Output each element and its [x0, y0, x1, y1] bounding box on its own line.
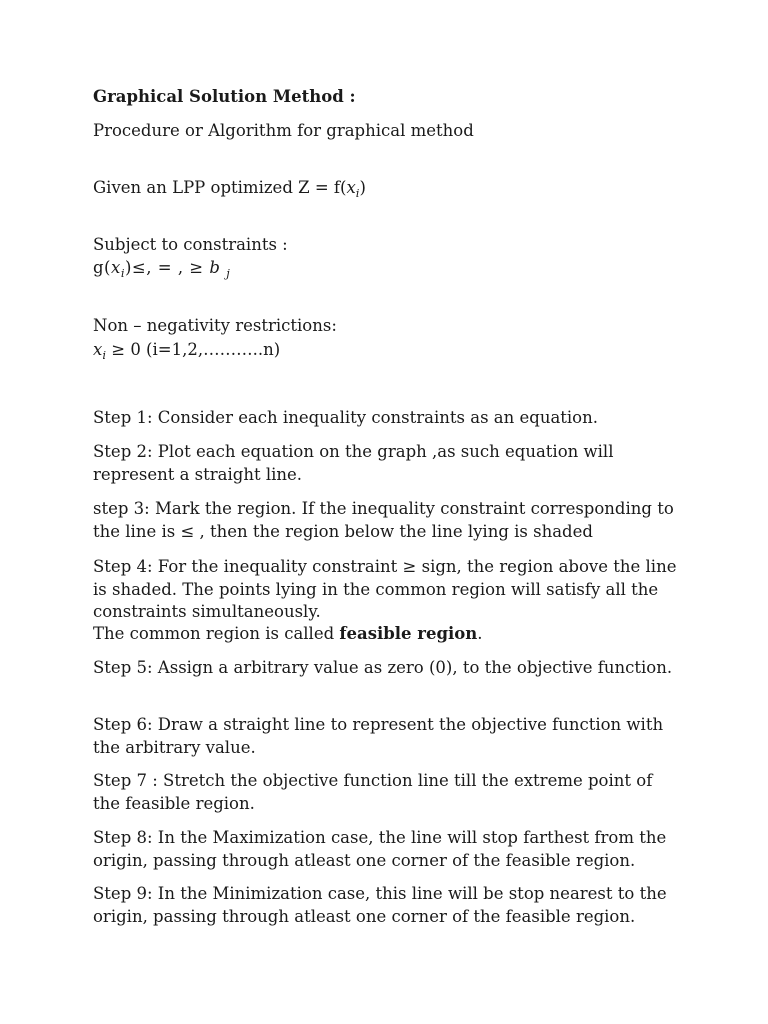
objective-prefix: Given an LPP optimized Z = f(: [93, 178, 347, 197]
page-title: Graphical Solution Method :: [93, 87, 356, 106]
step-5: Step 5: Assign a arbitrary value as zero (0), to the objective function.: [93, 658, 673, 677]
constraint-rhs-subscript: j: [226, 266, 231, 280]
objective-suffix: ): [359, 178, 366, 197]
feasible-note-suffix: .: [477, 624, 483, 643]
step-9: Step 9: In the Minimization case, this line will be stop nearest to the origin, passing through atleast one corner of the feasible region.: [93, 884, 667, 926]
constraints-heading: Subject to constraints :: [93, 235, 288, 254]
feasible-region-term: feasible region: [339, 624, 478, 643]
nonneg-variable: x: [93, 340, 103, 359]
constraint-rhs: b: [209, 258, 221, 277]
constraint-subscript: i: [120, 266, 125, 280]
nonneg-subscript: i: [102, 348, 106, 362]
subtitle: Procedure or Algorithm for graphical method: [93, 121, 474, 140]
step-7: Step 7 : Stretch the objective function line till the extreme point of the feasible region.: [93, 771, 653, 813]
step-8: Step 8: In the Maximization case, the line will stop farthest from the origin, passing through atleast one corner of the feasible region.: [93, 828, 667, 870]
step-3: step 3: Mark the region. If the inequality constraint corresponding to the line is ≤ , then the region below the line lying is shaded: [93, 499, 674, 541]
nonneg-text: ≥ 0 (i=1,2,………..n): [106, 340, 281, 359]
objective-statement: [93, 177, 678, 201]
constraints-expression: [93, 257, 678, 281]
constraint-prefix: g(: [93, 258, 111, 277]
constraint-variable: x: [111, 258, 121, 277]
step-4-note: [93, 623, 678, 646]
objective-variable: x: [346, 178, 356, 197]
step-1: Step 1: Consider each inequality constraints as an equation.: [93, 408, 598, 427]
step-6: Step 6: Draw a straight line to represent the objective function with the arbitrary value.: [93, 715, 664, 757]
constraint-operators: )≤, = , ≥: [125, 258, 210, 277]
nonnegativity-heading: Non – negativity restrictions:: [93, 316, 337, 335]
nonnegativity-expression: [93, 339, 678, 363]
step-2: Step 2: Plot each equation on the graph ,as such equation will represent a straight line.: [93, 442, 614, 484]
feasible-note-prefix: The common region is called: [93, 624, 340, 643]
step-4: Step 4: For the inequality constraint ≥ sign, the region above the line is shaded. The points lying in the common region will satisfy all the constraints simultaneously.: [93, 557, 677, 621]
objective-subscript: i: [355, 186, 360, 200]
